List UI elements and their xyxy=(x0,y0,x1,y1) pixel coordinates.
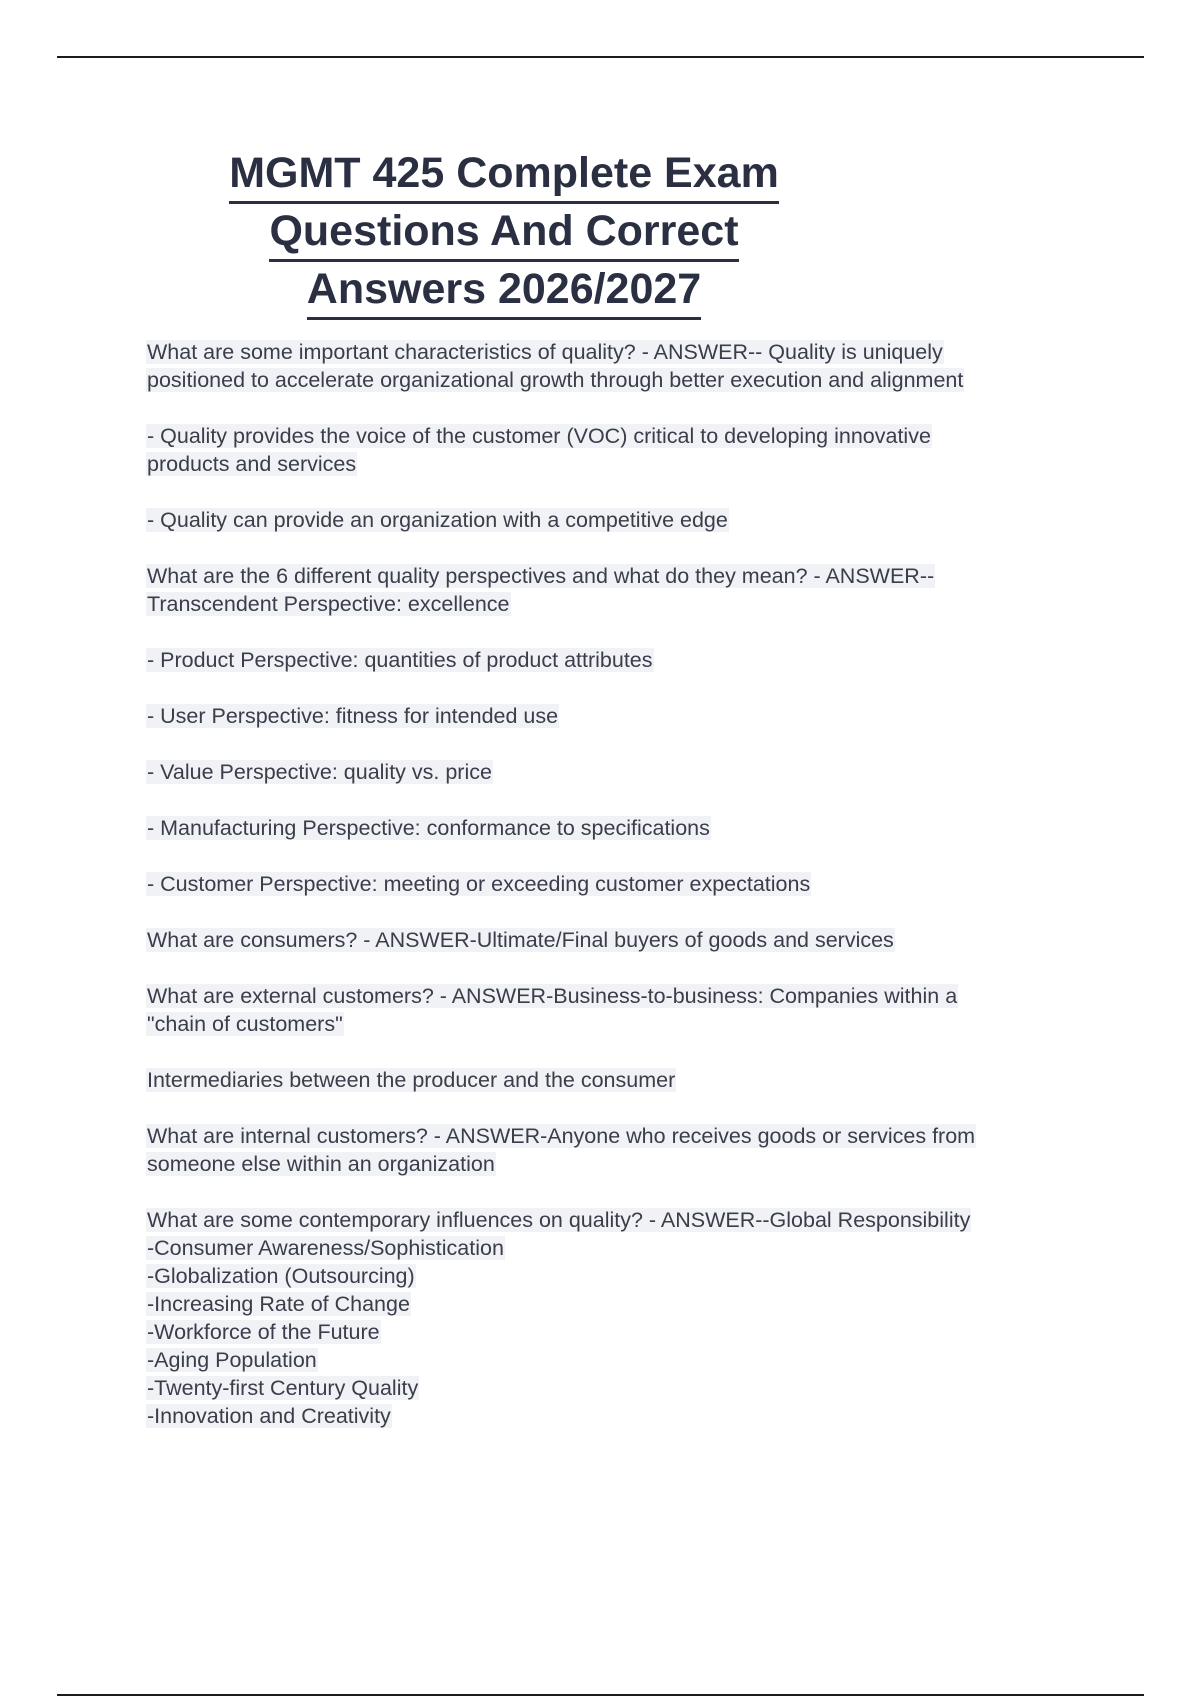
text-line: What are some contemporary influences on quality? - ANSWER--Global Responsibility xyxy=(147,1208,971,1232)
paragraph xyxy=(146,422,1096,478)
text-line: "chain of customers" xyxy=(147,1012,343,1036)
text-line: What are the 6 different quality perspectives and what do they mean? - ANSWER-- xyxy=(147,564,935,588)
text-line: Intermediaries between the producer and the consumer xyxy=(147,1068,676,1092)
paragraph xyxy=(146,926,1096,954)
text-line: - User Perspective: fitness for intended use xyxy=(147,704,559,728)
title-line: MGMT 425 Complete Exam xyxy=(229,146,779,204)
text-line: -Aging Population xyxy=(147,1348,317,1372)
text-line: - Quality can provide an organization with a competitive edge xyxy=(147,508,728,532)
text-line: - Product Perspective: quantities of product attributes xyxy=(147,648,653,672)
paragraph xyxy=(146,982,1096,1038)
paragraph xyxy=(146,646,1096,674)
title-line: Answers 2026/2027 xyxy=(307,262,701,320)
text-line: Transcendent Perspective: excellence xyxy=(147,592,510,616)
text-line: -Workforce of the Future xyxy=(147,1320,380,1344)
text-line: products and services xyxy=(147,452,357,476)
text-line: - Customer Perspective: meeting or exceeding customer expectations xyxy=(147,872,811,896)
text-line: - Quality provides the voice of the customer (VOC) critical to developing innovative xyxy=(147,424,931,448)
text-line: -Twenty-first Century Quality xyxy=(147,1376,419,1400)
text-line: -Increasing Rate of Change xyxy=(147,1292,410,1316)
paragraph xyxy=(146,1066,1096,1094)
paragraph xyxy=(146,1206,1096,1430)
text-line: What are external customers? - ANSWER-Business-to-business: Companies within a xyxy=(147,984,958,1008)
title-line: Questions And Correct xyxy=(269,204,738,262)
text-line: What are internal customers? - ANSWER-Anyone who receives goods or services from xyxy=(147,1124,976,1148)
bottom-rule xyxy=(57,1694,1144,1696)
paragraph xyxy=(146,562,1096,618)
document-title xyxy=(196,146,812,320)
top-rule xyxy=(57,56,1144,58)
paragraph xyxy=(146,870,1096,898)
paragraph xyxy=(146,338,1096,394)
text-line: -Globalization (Outsourcing) xyxy=(147,1264,415,1288)
paragraph xyxy=(146,1122,1096,1178)
paragraph xyxy=(146,506,1096,534)
text-line: What are consumers? - ANSWER-Ultimate/Final buyers of goods and services xyxy=(147,928,894,952)
paragraph xyxy=(146,758,1096,786)
text-line: -Innovation and Creativity xyxy=(147,1404,391,1428)
text-line: -Consumer Awareness/Sophistication xyxy=(147,1236,504,1260)
paragraph xyxy=(146,814,1096,842)
text-line: - Manufacturing Perspective: conformance to specifications xyxy=(147,816,710,840)
document-body xyxy=(146,338,1096,1458)
text-line: someone else within an organization xyxy=(147,1152,495,1176)
text-line: What are some important characteristics of quality? - ANSWER-- Quality is uniquely xyxy=(147,340,943,364)
text-line: positioned to accelerate organizational growth through better execution and alignment xyxy=(147,368,964,392)
paragraph xyxy=(146,702,1096,730)
text-line: - Value Perspective: quality vs. price xyxy=(147,760,492,784)
